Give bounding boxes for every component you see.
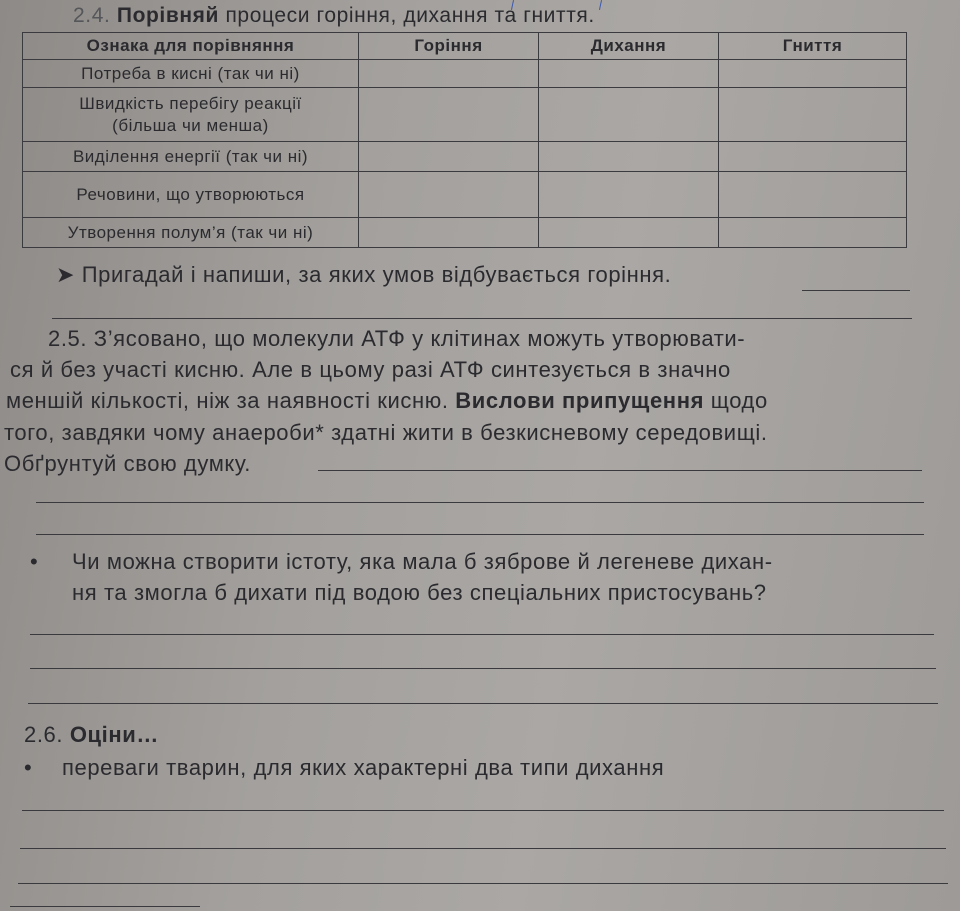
answer-line[interactable] [802, 290, 910, 291]
answer-cell[interactable] [359, 88, 539, 142]
table-header: Гниття [719, 33, 907, 60]
task-verb: Порівняй [116, 4, 220, 27]
task-text: процеси горіння, дихання та гниття. [225, 4, 595, 27]
feature-line: Швидкість перебігу реакції [79, 93, 302, 113]
answer-line[interactable] [10, 906, 200, 907]
bullet-icon: • [24, 755, 33, 780]
task-2-5-instruction: Вислови припущення [455, 388, 705, 413]
task-number: 2.4. [73, 4, 111, 27]
answer-line[interactable] [22, 810, 944, 811]
task-2-6-heading [24, 722, 159, 748]
task-2-5-text: щодо [710, 388, 768, 413]
answer-cell[interactable] [359, 172, 539, 218]
table-row [23, 88, 907, 142]
task-2-6-item: переваги тварин, для яких характерні два типи дихання [62, 755, 665, 780]
answer-cell[interactable] [719, 172, 907, 218]
bullet-icon: • [30, 549, 39, 574]
answer-line[interactable] [36, 534, 924, 535]
table-row [23, 172, 907, 218]
prompt-text: ➤ Пригадай і напиши, за яких умов відбувається горіння. [56, 262, 672, 287]
feature-cell: Утворення полум’я (так чи ні) [23, 218, 359, 248]
task-2-5-line: ся й без участі кисню. Але в цьому разі АТФ синтезується в значно [10, 357, 731, 382]
feature-cell: Виділення енергії (так чи ні) [23, 142, 359, 172]
handwriting-mark [599, 0, 602, 10]
answer-line[interactable] [318, 470, 922, 471]
answer-line[interactable] [28, 703, 938, 704]
table-row [23, 60, 907, 88]
answer-line[interactable] [30, 634, 934, 635]
answer-line[interactable] [36, 502, 924, 503]
answer-cell[interactable] [719, 60, 907, 88]
answer-cell[interactable] [359, 142, 539, 172]
table-header: Дихання [539, 33, 719, 60]
task-2-5-line: того, завдяки чому анаероби* здатні жити в безкисневому середовищі. [4, 420, 768, 445]
answer-cell[interactable] [539, 88, 719, 142]
answer-cell[interactable] [359, 60, 539, 88]
answer-cell[interactable] [539, 142, 719, 172]
task-2-5-line: 2.5. З’ясовано, що молекули АТФ у клітинах можуть утворювати- [48, 326, 746, 351]
answer-cell[interactable] [359, 218, 539, 248]
task-2-5-line [6, 388, 768, 414]
comparison-table [22, 32, 907, 248]
question-line: ня та змогла б дихати під водою без спеціальних пристосувань? [72, 580, 767, 605]
answer-cell[interactable] [539, 172, 719, 218]
answer-cell[interactable] [539, 60, 719, 88]
answer-line[interactable] [18, 883, 948, 884]
feature-cell: Речовини, що утворюються [23, 172, 359, 218]
feature-line: (більша чи менша) [112, 115, 269, 135]
table-header: Ознака для порівняння [23, 33, 359, 60]
answer-line[interactable] [20, 848, 946, 849]
task-2-5-line: Обґрунтуй свою думку. [4, 451, 252, 476]
task-title: Оціни… [69, 722, 159, 747]
table-row [23, 142, 907, 172]
task-number: 2.6. [24, 722, 64, 747]
task-2-5-text: меншій кількості, ніж за наявності кисню. [6, 388, 449, 413]
answer-cell[interactable] [719, 218, 907, 248]
question-line: Чи можна створити істоту, яка мала б зяброве й легеневе дихан- [72, 549, 773, 574]
task-2-4-heading [73, 4, 595, 28]
table-header-row [23, 33, 907, 60]
answer-cell[interactable] [719, 88, 907, 142]
feature-cell [23, 88, 359, 142]
answer-line[interactable] [52, 318, 912, 319]
feature-cell: Потреба в кисні (так чи ні) [23, 60, 359, 88]
table-header: Горіння [359, 33, 539, 60]
answer-line[interactable] [30, 668, 936, 669]
table-row [23, 218, 907, 248]
answer-cell[interactable] [539, 218, 719, 248]
answer-cell[interactable] [719, 142, 907, 172]
